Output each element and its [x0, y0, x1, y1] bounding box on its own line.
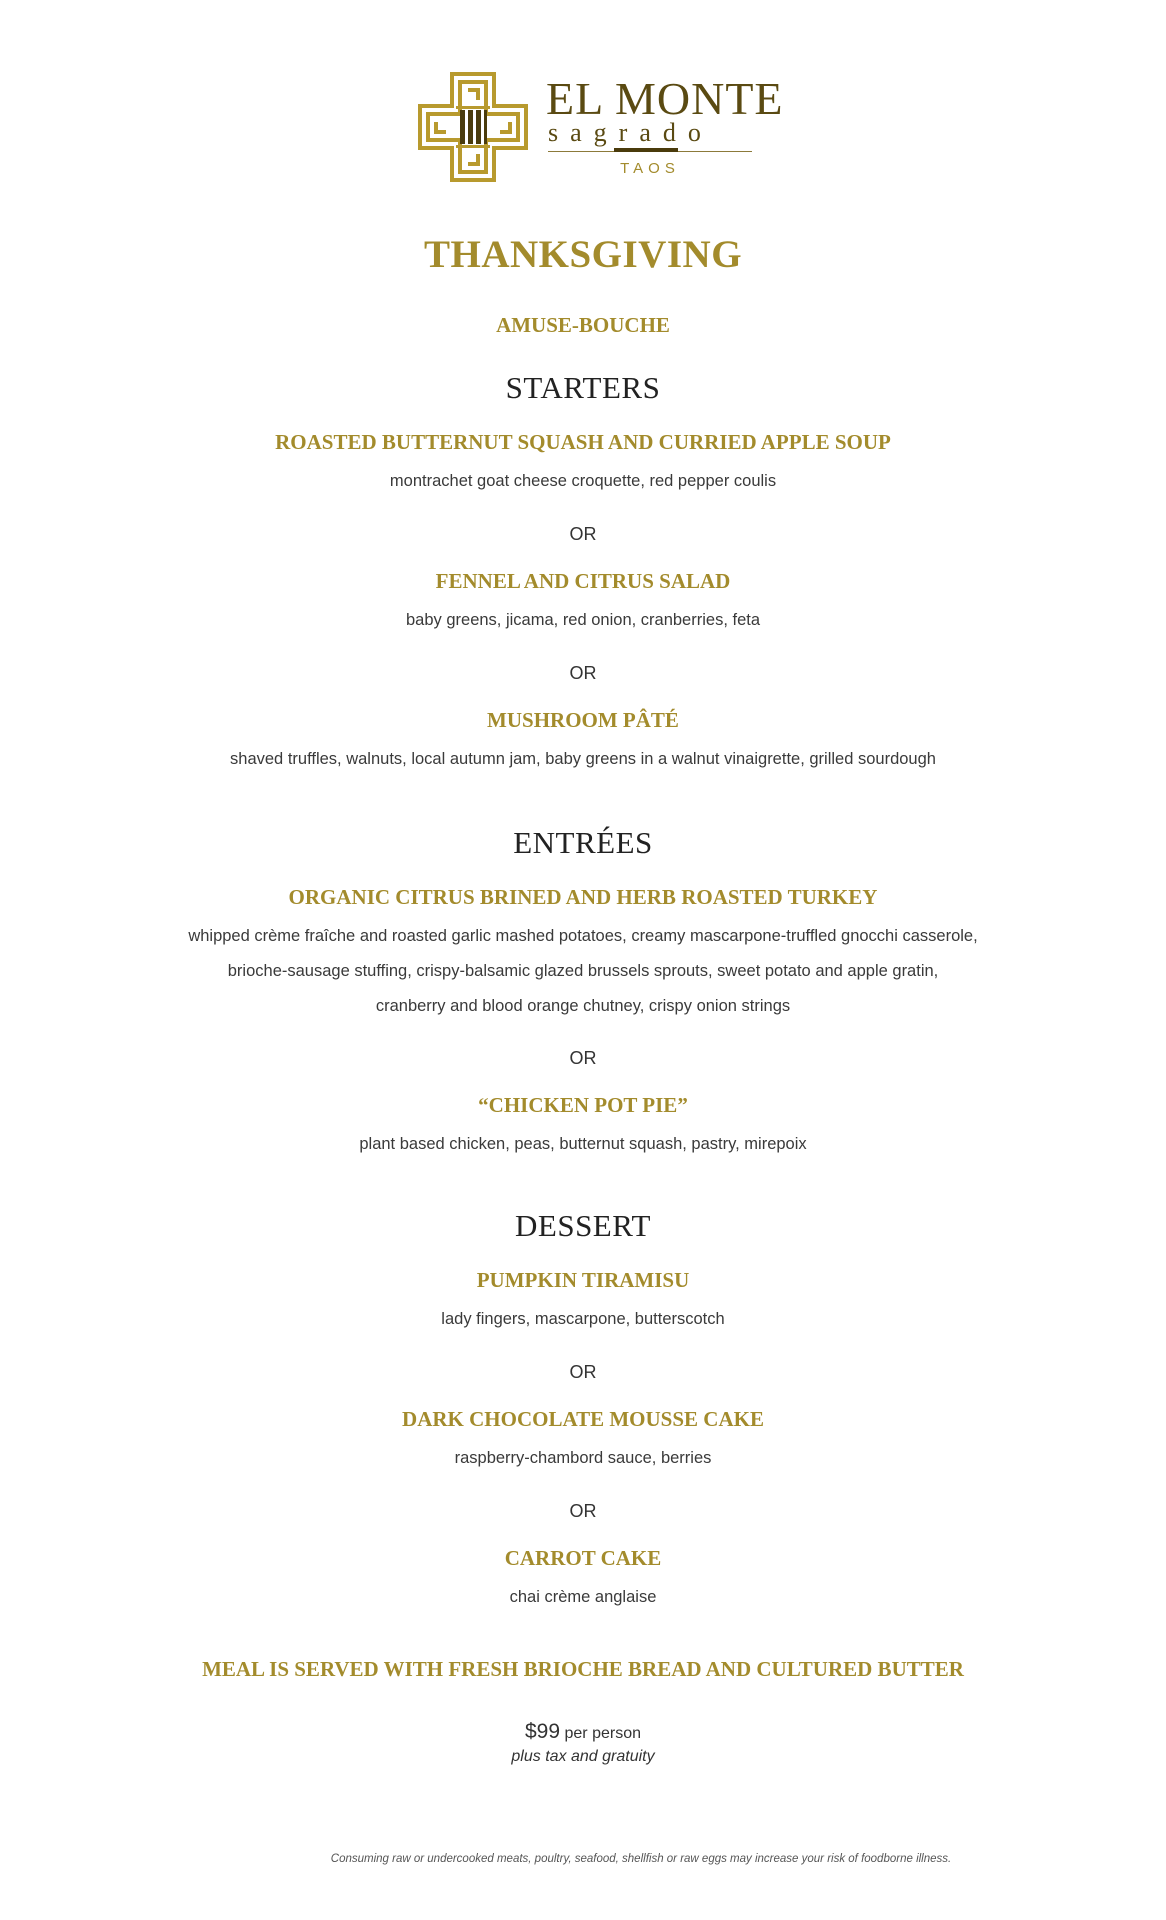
- entree-item-desc-line: whipped crème fraîche and roasted garlic mashed potatoes, creamy mascarpone-truffled gnocchi casserole,: [188, 927, 978, 945]
- starter-item-desc: baby greens, jicama, red onion, cranberries, feta: [405, 611, 761, 629]
- dessert-item-desc: raspberry-chambord sauce, berries: [454, 1449, 712, 1467]
- starter-item-desc: shaved truffles, walnuts, local autumn jam, baby greens in a walnut vinaigrette, grilled sourdough: [230, 750, 936, 768]
- price-unit: per person: [564, 1725, 641, 1742]
- price-line: [0, 1720, 1166, 1744]
- logo-divider-accent: [614, 148, 678, 152]
- entree-item-desc: plant based chicken, peas, butternut squash, pastry, mirepoix: [359, 1135, 807, 1153]
- or-separator: OR: [569, 1362, 597, 1382]
- dessert-item-name: PUMPKIN TIRAMISU: [476, 1268, 690, 1292]
- dessert-item-name: DARK CHOCOLATE MOUSSE CAKE: [402, 1407, 764, 1431]
- brand-logo: [416, 68, 784, 188]
- starter-item-desc: montrachet goat cheese croquette, red pepper coulis: [389, 472, 777, 490]
- dessert-item-desc: lady fingers, mascarpone, butterscotch: [441, 1310, 725, 1328]
- entree-item-desc-line: brioche-sausage stuffing, crispy-balsamic glazed brussels sprouts, sweet potato and apple gratin,: [227, 962, 939, 980]
- cross-emblem-icon: [416, 70, 530, 184]
- starters-heading: STARTERS: [505, 370, 661, 405]
- starter-item-name: FENNEL AND CITRUS SALAD: [435, 569, 731, 593]
- dessert-item-desc: chai crème anglaise: [509, 1588, 657, 1606]
- food-safety-disclaimer: Consuming raw or undercooked meats, poultry, seafood, shellfish or raw eggs may increase your risk of foodborne illness.: [330, 1853, 952, 1865]
- logo-location: TAOS: [620, 160, 680, 177]
- page-title: THANKSGIVING: [423, 233, 743, 276]
- dessert-heading: DESSERT: [515, 1208, 651, 1243]
- or-separator: OR: [569, 663, 597, 683]
- entree-item-desc-line: cranberry and blood orange chutney, crispy onion strings: [375, 997, 791, 1015]
- entree-item-name: ORGANIC CITRUS BRINED AND HERB ROASTED TURKEY: [288, 885, 878, 909]
- starter-item-name: ROASTED BUTTERNUT SQUASH AND CURRIED APPLE SOUP: [275, 430, 891, 454]
- or-separator: OR: [569, 524, 597, 544]
- bread-note: MEAL IS SERVED WITH FRESH BRIOCHE BREAD AND CULTURED BUTTER: [202, 1657, 964, 1681]
- logo-subwordmark: sagrado: [548, 118, 713, 147]
- price-note: plus tax and gratuity: [511, 1748, 655, 1765]
- entree-item-name: “CHICKEN POT PIE”: [478, 1093, 688, 1117]
- or-separator: OR: [569, 1048, 597, 1068]
- entrees-heading: ENTRÉES: [513, 825, 653, 860]
- amuse-bouche-heading: AMUSE-BOUCHE: [496, 313, 670, 337]
- price-amount: $99: [525, 1720, 561, 1743]
- logo-wordmark: EL MONTE: [546, 73, 784, 124]
- or-separator: OR: [569, 1501, 597, 1521]
- starter-item-name: MUSHROOM PÂTÉ: [487, 708, 679, 732]
- dessert-item-name: CARROT CAKE: [504, 1546, 662, 1570]
